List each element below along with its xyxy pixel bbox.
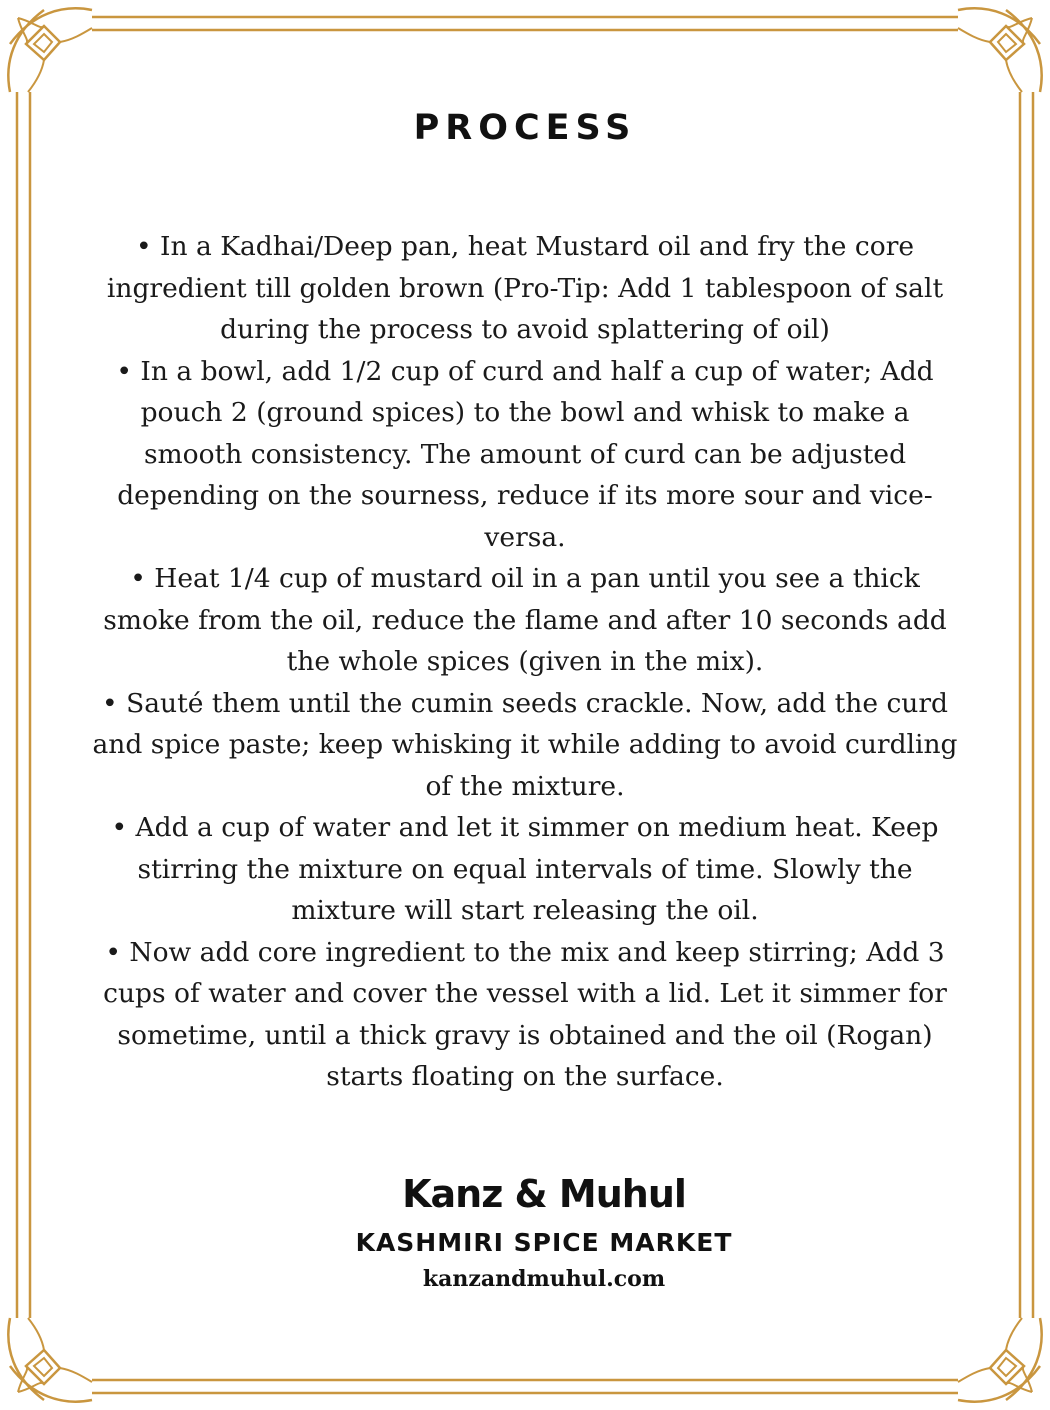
process-step: • Now add core ingredient to the mix and keep stirring; Add 3 cups of water and cover the vessel with a lid. Let it simmer for sometime, until a thick gravy is obtained and the oil (Rogan) starts floating on the surface. <box>103 936 947 1092</box>
corner-ornament-bottom-left <box>8 1318 92 1402</box>
process-step: • In a bowl, add 1/2 cup of curd and half a cup of water; Add pouch 2 (ground spices) to the bowl and whisk to make a smooth consistency. The amount of curd can be adjusted depending on the sourness, reduce if its more sour and vice-versa. <box>116 355 934 553</box>
corner-ornament-top-left <box>8 8 92 92</box>
website-link[interactable]: kanzandmuhul.com <box>422 1266 666 1292</box>
brand-tagline: KASHMIRI SPICE MARKET <box>355 1228 733 1257</box>
process-step: • Add a cup of water and let it simmer on medium heat. Keep stirring the mixture on equal intervals of time. Slowly the mixture will start releasing the oil. <box>111 812 939 926</box>
process-step: • In a Kadhai/Deep pan, heat Mustard oil and fry the core ingredient till golden brown (Pro-Tip: Add 1 tablespoon of salt during the process to avoid splattering of oil) <box>106 231 944 345</box>
process-step: • Heat 1/4 cup of mustard oil in a pan until you see a thick smoke from the oil, reduce the flame and after 10 seconds add the whole spices (given in the mix). <box>103 563 947 677</box>
page-title: PROCESS <box>413 108 637 148</box>
brand-name: Kanz & Muhul <box>402 1172 686 1216</box>
corner-ornament-bottom-right <box>958 1318 1042 1402</box>
corner-ornament-top-right <box>958 8 1042 92</box>
process-step: • Sauté them until the cumin seeds crackle. Now, add the curd and spice paste; keep whisking it while adding to avoid curdling of the mixture. <box>92 687 958 802</box>
process-steps <box>88 226 962 1098</box>
